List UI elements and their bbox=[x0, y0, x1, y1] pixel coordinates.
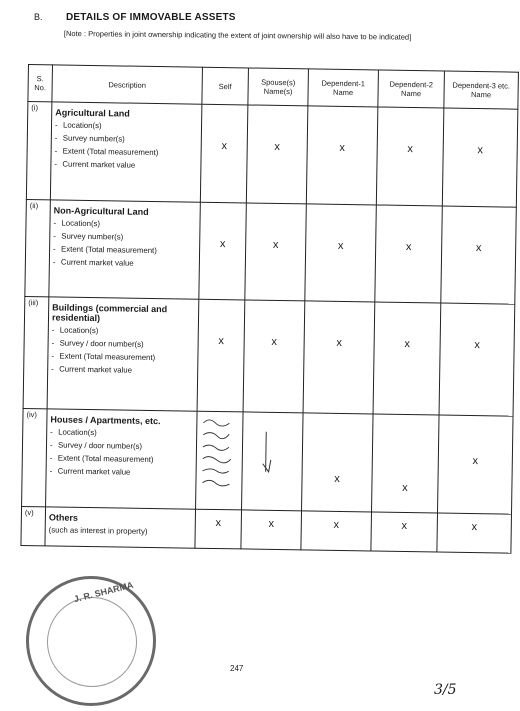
cross-mark: x bbox=[405, 240, 412, 253]
cross-mark: x bbox=[339, 141, 346, 154]
row-item: - Location(s) bbox=[53, 218, 196, 230]
cell-dependent-2 bbox=[376, 107, 444, 206]
cross-mark: x bbox=[407, 142, 414, 156]
row-item: - Survey number(s) bbox=[55, 133, 198, 145]
header-description: Description bbox=[52, 65, 203, 104]
header-self: Self bbox=[202, 67, 249, 105]
cell-dependent-2 bbox=[375, 204, 443, 303]
cell-self bbox=[200, 104, 248, 202]
cross-mark: x bbox=[477, 144, 484, 157]
cell-dependent-3 bbox=[439, 303, 515, 416]
table-row bbox=[26, 102, 517, 207]
row-item: - Location(s) bbox=[50, 427, 193, 439]
row-item: - Current market value bbox=[51, 364, 194, 376]
section-title: DETAILS OF IMMOVABLE ASSETS bbox=[66, 12, 236, 23]
cross-mark: x bbox=[402, 481, 408, 495]
cell-dependent-1 bbox=[302, 413, 374, 512]
cell-self bbox=[197, 299, 245, 412]
cell-self bbox=[199, 202, 247, 300]
cell-dependent-1 bbox=[301, 510, 372, 551]
assets-table-wrapper bbox=[20, 64, 518, 554]
official-seal bbox=[26, 576, 156, 706]
handwritten-scribble bbox=[199, 413, 238, 494]
row-description bbox=[45, 506, 196, 548]
immovable-assets-table bbox=[20, 64, 519, 554]
row-item: - Location(s) bbox=[52, 325, 195, 337]
section-letter: B. bbox=[34, 12, 43, 22]
table-row bbox=[25, 199, 516, 304]
table-row bbox=[22, 408, 513, 513]
cell-self bbox=[196, 411, 244, 509]
cell-dependent-3 bbox=[437, 513, 512, 554]
cross-mark: x bbox=[337, 239, 344, 252]
cell-spouse bbox=[243, 300, 305, 413]
row-item: (such as interest in property) bbox=[48, 524, 148, 536]
row-sno: (v) bbox=[21, 506, 46, 546]
cell-dependent-3 bbox=[441, 206, 517, 305]
cross-mark: x bbox=[474, 339, 480, 352]
handwritten-page-fraction: 3/5 bbox=[434, 682, 457, 698]
row-item: - Survey number(s) bbox=[53, 231, 196, 243]
cell-dependent-1 bbox=[303, 301, 375, 414]
row-category: Agricultural Land bbox=[55, 107, 130, 119]
cell-dependent-1 bbox=[305, 203, 377, 302]
row-description bbox=[50, 102, 202, 202]
row-item: - Survey / door number(s) bbox=[52, 338, 195, 350]
cell-self bbox=[195, 509, 242, 549]
cell-dependent-3 bbox=[438, 415, 514, 514]
cell-dependent-2 bbox=[372, 414, 440, 513]
cross-mark: x bbox=[218, 335, 225, 348]
section-note: [Note : Properties in joint ownership indicating the extent of joint ownership will also have to be indicated] bbox=[63, 29, 412, 42]
cross-mark: x bbox=[274, 140, 281, 153]
cross-mark: x bbox=[334, 472, 340, 485]
cross-mark: x bbox=[472, 455, 479, 468]
seal-name: J. R. SHARMA bbox=[72, 579, 135, 605]
handwritten-vertical-mark bbox=[245, 414, 296, 495]
table-row bbox=[21, 506, 512, 553]
row-item: - Extent (Total measurement) bbox=[53, 244, 196, 256]
cross-mark: x bbox=[475, 241, 482, 254]
row-sno: (ii) bbox=[25, 199, 51, 297]
cell-spouse bbox=[246, 105, 308, 203]
cell-spouse bbox=[241, 509, 302, 549]
header-dependent-2: Dependent-2 Name bbox=[378, 70, 445, 108]
page-number: 247 bbox=[230, 664, 244, 673]
row-item: - Current market value bbox=[54, 159, 197, 171]
row-item: - Current market value bbox=[50, 466, 193, 478]
seal-inner-ring bbox=[47, 597, 137, 687]
header-dependent-1: Dependent-1 Name bbox=[308, 69, 379, 107]
header-dependent-3: Dependent-3 etc. Name bbox=[444, 71, 519, 109]
row-description bbox=[46, 409, 198, 509]
cross-mark: x bbox=[401, 519, 408, 532]
row-item: - Location(s) bbox=[55, 120, 198, 132]
cross-mark: x bbox=[471, 520, 478, 533]
header-sno: S. No. bbox=[28, 65, 53, 102]
row-item: - Extent (Total measurement) bbox=[50, 453, 193, 465]
row-category: Non-Agricultural Land bbox=[53, 204, 149, 217]
cell-spouse bbox=[245, 202, 307, 300]
row-category: Others bbox=[48, 511, 78, 523]
cross-mark: x bbox=[333, 518, 340, 531]
cross-mark: x bbox=[215, 516, 222, 529]
row-item: - Extent (Total measurement) bbox=[51, 351, 194, 363]
row-sno: (iii) bbox=[23, 296, 49, 408]
row-description bbox=[49, 199, 201, 299]
row-item: - Extent (Total measurement) bbox=[55, 146, 198, 158]
cell-dependent-2 bbox=[371, 511, 438, 552]
cross-mark: x bbox=[404, 337, 410, 351]
cell-spouse bbox=[242, 412, 304, 510]
cell-dependent-1 bbox=[306, 106, 378, 205]
cross-mark: x bbox=[221, 140, 228, 153]
cross-mark: x bbox=[219, 237, 226, 250]
cross-mark: x bbox=[268, 517, 275, 530]
header-spouse: Spouse(s) Name(s) bbox=[248, 68, 309, 106]
row-item: - Survey / door number(s) bbox=[50, 440, 193, 452]
row-description bbox=[47, 297, 199, 411]
row-item: - Current market value bbox=[53, 257, 196, 269]
cross-mark: x bbox=[272, 238, 279, 251]
row-sno: (iv) bbox=[22, 408, 48, 506]
row-category: Buildings (commercial and residential) bbox=[51, 302, 168, 324]
cell-dependent-3 bbox=[442, 108, 518, 207]
cell-dependent-2 bbox=[373, 302, 441, 415]
row-sno: (i) bbox=[26, 102, 52, 200]
row-category: Houses / Apartments, etc. bbox=[50, 414, 161, 427]
cross-mark: x bbox=[336, 336, 343, 349]
table-row bbox=[23, 296, 515, 416]
cross-mark: x bbox=[271, 335, 278, 348]
